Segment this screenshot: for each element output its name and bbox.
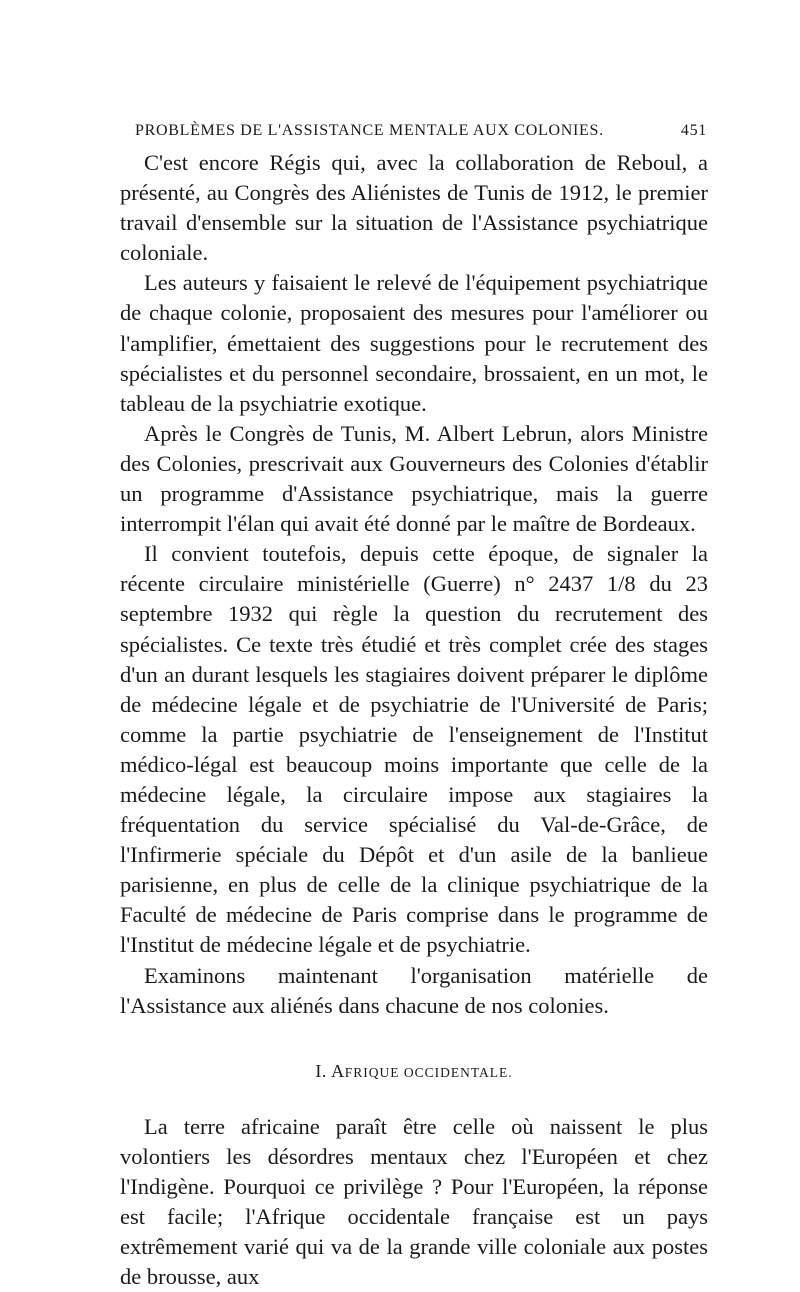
paragraph: Après le Congrès de Tunis, M. Albert Lebrun, alors Ministre des Colonies, prescrivait aux Gouverneurs des Colonies d'établir un programme d'Assistance psychiatrique, mais la guerre interrompit l'élan qui avait été donné par le maître de Bordeaux. [120,420,708,537]
section-heading [120,1056,708,1088]
section-title-rest: FRIQUE OCCIDENTALE. [344,1064,513,1080]
page-number: 451 [680,122,707,139]
paragraph: Il convient toutefois, depuis cette époque, de signaler la récente circulaire ministérielle (Guerre) n° 2437 1/8 du 23 septembre 1932 qui règle la question du recrutement des spécialistes. Ce texte très étudié et très complet crée des stages d'un an durant lesquels les stagiaires doivent préparer le diplôme de médecine légale et de psychiatrie de l'Université de Paris; comme la partie psychiatrie de l'enseignement de l'Institut médico-légal est beaucoup moins importante que celle de la médecine légale, la circulaire impose aux stagiaires la fréquentation du service spécialisé du Val-de-Grâce, de l'Infirmerie spéciale du Dépôt et d'un asile de la banlieue parisienne, en plus de celle de la clinique psychiatrique de la Faculté de médecine de Paris comprise dans le programme de l'Institut de médecine légale et de psychiatrie. [120,541,708,958]
paragraph: La terre africaine paraît être celle où naissent le plus volontiers les désordres mentaux chez l'Européen et chez l'Indigène. Pourquoi ce privilège ? Pour l'Européen, la réponse est facile; l'Afrique occidentale française est un pays extrêmement varié qui va de la grande ville coloniale aux postes de brousse, aux [120,1113,708,1290]
body-text [120,148,708,1292]
running-title: PROBLÈMES DE L'ASSISTANCE MENTALE AUX COLONIES. [135,122,604,139]
paragraph: Les auteurs y faisaient le relevé de l'équipement psychiatrique de chaque colonie, proposaient des mesures pour l'améliorer ou l'amplifier, émettaient des suggestions pour le recrutement des spécialistes et du personnel secondaire, brossaient, en un mot, le tableau de la psychiatrie exotique. [120,270,708,416]
paragraph: Examinons maintenant l'organisation matérielle de l'Assistance aux aliénés dans chacune de nos colonies. [120,962,708,1018]
paragraph: C'est encore Régis qui, avec la collaboration de Reboul, a présenté, au Congrès des Aliénistes de Tunis de 1912, le premier travail d'ensemble sur la situation de l'Assistance psychiatrique coloniale. [120,150,708,266]
section-initial: A [331,1060,345,1081]
running-header [135,122,707,140]
section-number: I. [315,1060,328,1081]
